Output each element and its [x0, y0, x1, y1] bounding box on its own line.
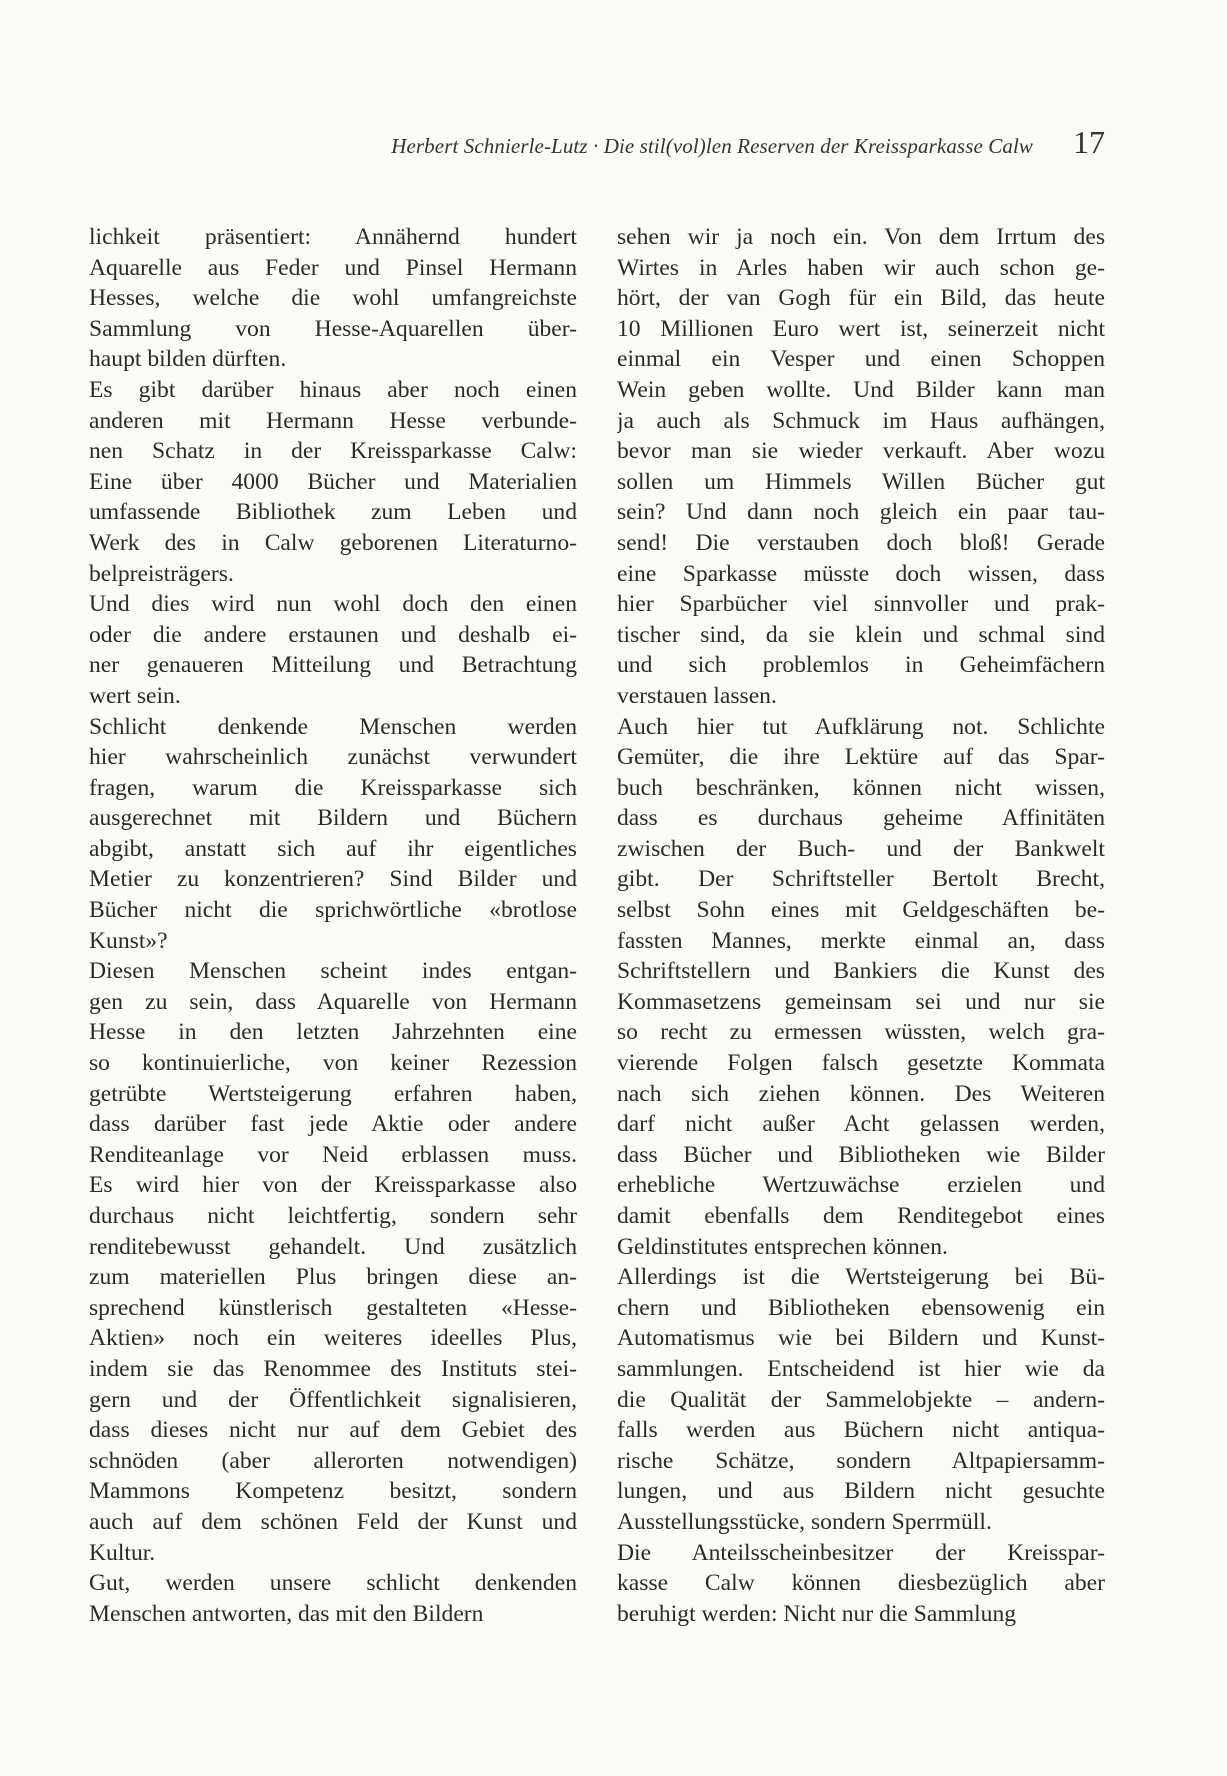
running-title: Herbert Schnierle-Lutz · Die stil(vol)len Reserven der Kreissparkasse Calw	[391, 134, 1033, 158]
text-line: hier Sparbücher viel sinnvoller und prak-	[617, 591, 1105, 618]
text-line: sammlungen. Entscheidend ist hier wie da	[617, 1355, 1105, 1382]
text-line: so recht zu ermessen wüssten, welch gra-	[617, 1019, 1105, 1046]
text-line: sehen wir ja noch ein. Von dem Irrtum des	[617, 224, 1105, 250]
text-line: Auch hier tut Aufklärung not. Schlichte	[617, 713, 1105, 740]
text-line: Schlicht denkende Menschen werden	[89, 713, 577, 740]
text-line: ja auch als Schmuck im Haus aufhängen,	[617, 407, 1105, 434]
left-column-paragraph	[89, 956, 577, 1568]
text-line: Kommasetzens gemeinsam sei und nur sie	[617, 988, 1105, 1015]
text-line: fragen, warum die Kreissparkasse sich	[89, 774, 577, 801]
text-line: darf nicht außer Acht gelassen werden,	[617, 1111, 1105, 1138]
running-header	[0, 124, 1227, 164]
text-line: abgibt, anstatt sich auf ihr eigentliches	[89, 835, 577, 862]
left-column-paragraph	[89, 375, 577, 589]
text-line: verstauen lassen.	[617, 682, 777, 709]
text-line: Diesen Menschen scheint indes entgan-	[89, 958, 577, 985]
text-line: dass darüber fast jede Aktie oder andere	[89, 1111, 577, 1138]
text-line: Menschen antworten, das mit den Bildern	[89, 1600, 484, 1627]
text-line: falls werden aus Büchern nicht antiqua-	[617, 1417, 1105, 1444]
text-line: haupt bilden dürften.	[89, 346, 287, 373]
text-line: 10 Millionen Euro wert ist, seinerzeit nicht	[617, 315, 1105, 342]
text-line: einmal ein Vesper und einen Schoppen	[617, 346, 1105, 373]
text-line: Schriftstellern und Bankiers die Kunst des	[617, 958, 1105, 985]
right-column-paragraph	[617, 1538, 1105, 1630]
right-column-paragraph	[617, 222, 1105, 712]
text-line: sprechend künstlerisch gestalteten «Hesse-	[89, 1294, 577, 1321]
text-line: Gemüter, die ihre Lektüre auf das Spar-	[617, 744, 1105, 771]
text-line: Die Anteilsscheinbesitzer der Kreisspar-	[617, 1539, 1105, 1566]
text-line: Mammons Kompetenz besitzt, sondern	[89, 1478, 577, 1505]
text-line: sein? Und dann noch gleich ein paar tau-	[617, 499, 1105, 526]
text-line: buch beschränken, können nicht wissen,	[617, 774, 1105, 801]
text-line: damit ebenfalls dem Renditegebot eines	[617, 1203, 1105, 1229]
text-line: Metier zu konzentrieren? Sind Bilder und	[89, 866, 577, 893]
text-line: gern und der Öffentlichkeit signalisieren,	[89, 1386, 577, 1413]
text-line: dass es durchaus geheime Affinitäten	[617, 805, 1105, 832]
text-line: auch auf dem schönen Feld der Kunst und	[89, 1508, 577, 1535]
text-line: Eine über 4000 Bücher und Materialien	[89, 468, 577, 495]
text-line: zum materiellen Plus bringen diese an-	[89, 1264, 577, 1291]
right-column-paragraph	[617, 712, 1105, 1263]
text-line: Automatismus wie bei Bildern und Kunst-	[617, 1325, 1105, 1352]
left-text-column	[89, 222, 577, 1629]
text-line: so kontinuierliche, von keiner Rezession	[89, 1050, 577, 1077]
text-line: indem sie das Renommee des Instituts stei-	[89, 1355, 577, 1382]
text-line: ausgerechnet mit Bildern und Büchern	[89, 805, 577, 832]
text-line: selbst Sohn eines mit Geldgeschäften be-	[617, 897, 1105, 924]
text-line: Werk des in Calw geborenen Literaturno-	[89, 529, 577, 556]
right-column-paragraph	[617, 1262, 1105, 1537]
text-line: eine Sparkasse müsste doch wissen, dass	[617, 560, 1105, 587]
text-line: chern und Bibliotheken ebensowenig ein	[617, 1294, 1105, 1321]
text-line: Hesses, welche die wohl umfangreichste	[89, 285, 577, 312]
text-line: dass Bücher und Bibliotheken wie Bilder	[617, 1141, 1105, 1168]
text-line: Kunst»?	[89, 927, 168, 954]
text-line: Gut, werden unsere schlicht denkenden	[89, 1570, 577, 1597]
text-line: bevor man sie wieder verkauft. Aber wozu	[617, 438, 1105, 465]
text-line: rische Schätze, sondern Altpapiersamm-	[617, 1447, 1105, 1474]
text-line: send! Die verstauben doch bloß! Gerade	[617, 529, 1105, 556]
text-line: Geldinstitutes entsprechen können.	[617, 1233, 948, 1260]
text-line: Es wird hier von der Kreissparkasse also	[89, 1172, 577, 1199]
text-line: lichkeit präsentiert: Annähernd hundert	[89, 224, 577, 250]
text-line: und sich problemlos in Geheimfächern	[617, 652, 1105, 679]
text-line: die Qualität der Sammelobjekte – andern-	[617, 1386, 1105, 1413]
text-line: Sammlung von Hesse-Aquarellen über-	[89, 315, 577, 342]
text-line: dass dieses nicht nur auf dem Gebiet des	[89, 1417, 577, 1444]
text-line: hört, der van Gogh für ein Bild, das heute	[617, 285, 1105, 312]
left-column-paragraph	[89, 222, 577, 375]
left-column-paragraph	[89, 712, 577, 957]
text-line: schnöden (aber allerorten notwendigen)	[89, 1447, 577, 1474]
text-line: Bücher nicht die sprichwörtliche «brotlose	[89, 897, 577, 924]
left-column-paragraph	[89, 1568, 577, 1629]
right-text-column	[617, 222, 1105, 1629]
text-line: gibt. Der Schriftsteller Bertolt Brecht,	[617, 866, 1105, 893]
text-line: erhebliche Wertzuwächse erzielen und	[617, 1172, 1105, 1199]
text-line: ner genaueren Mitteilung und Betrachtung	[89, 652, 577, 679]
text-line: durchaus nicht leichtfertig, sondern sehr	[89, 1203, 577, 1229]
text-line: Allerdings ist die Wertsteigerung bei Bü-	[617, 1264, 1105, 1291]
text-line: anderen mit Hermann Hesse verbunde-	[89, 407, 577, 434]
text-line: Wirtes in Arles haben wir auch schon ge-	[617, 254, 1105, 281]
text-line: Wein geben wollte. Und Bilder kann man	[617, 376, 1105, 403]
text-line: Und dies wird nun wohl doch den einen	[89, 591, 577, 618]
text-line: Aquarelle aus Feder und Pinsel Hermann	[89, 254, 577, 281]
text-line: nen Schatz in der Kreissparkasse Calw:	[89, 438, 577, 465]
left-column-paragraph	[89, 589, 577, 711]
text-line: kasse Calw können diesbezüglich aber	[617, 1570, 1105, 1597]
text-line: fassten Mannes, merkte einmal an, dass	[617, 927, 1105, 954]
text-line: belpreisträgers.	[89, 560, 234, 587]
text-line: nach sich ziehen können. Des Weiteren	[617, 1080, 1105, 1107]
text-line: tischer sind, da sie klein und schmal sind	[617, 621, 1105, 648]
text-line: gen zu sein, dass Aquarelle von Hermann	[89, 988, 577, 1015]
text-line: umfassende Bibliothek zum Leben und	[89, 499, 577, 526]
text-line: wert sein.	[89, 682, 181, 709]
text-line: Es gibt darüber hinaus aber noch einen	[89, 376, 577, 403]
text-line: getrübte Wertsteigerung erfahren haben,	[89, 1080, 577, 1107]
text-line: Aktien» noch ein weiteres ideelles Plus,	[89, 1325, 577, 1352]
text-line: Hesse in den letzten Jahrzehnten eine	[89, 1019, 577, 1046]
text-line: Ausstellungsstücke, sondern Sperrmüll.	[617, 1508, 992, 1535]
text-line: Kultur.	[89, 1539, 156, 1566]
text-line: zwischen der Buch- und der Bankwelt	[617, 835, 1105, 862]
text-line: sollen um Himmels Willen Bücher gut	[617, 468, 1105, 495]
text-line: vierende Folgen falsch gesetzte Kommata	[617, 1050, 1105, 1077]
text-line: lungen, und aus Bildern nicht gesuchte	[617, 1478, 1105, 1505]
text-line: Renditeanlage vor Neid erblassen muss.	[89, 1141, 577, 1168]
text-line: beruhigt werden: Nicht nur die Sammlung	[617, 1600, 1017, 1627]
text-line: renditebewusst gehandelt. Und zusätzlich	[89, 1233, 577, 1260]
text-line: oder die andere erstaunen und deshalb ei-	[89, 621, 577, 648]
text-line: hier wahrscheinlich zunächst verwundert	[89, 744, 577, 771]
page-number: 17	[1073, 124, 1105, 160]
